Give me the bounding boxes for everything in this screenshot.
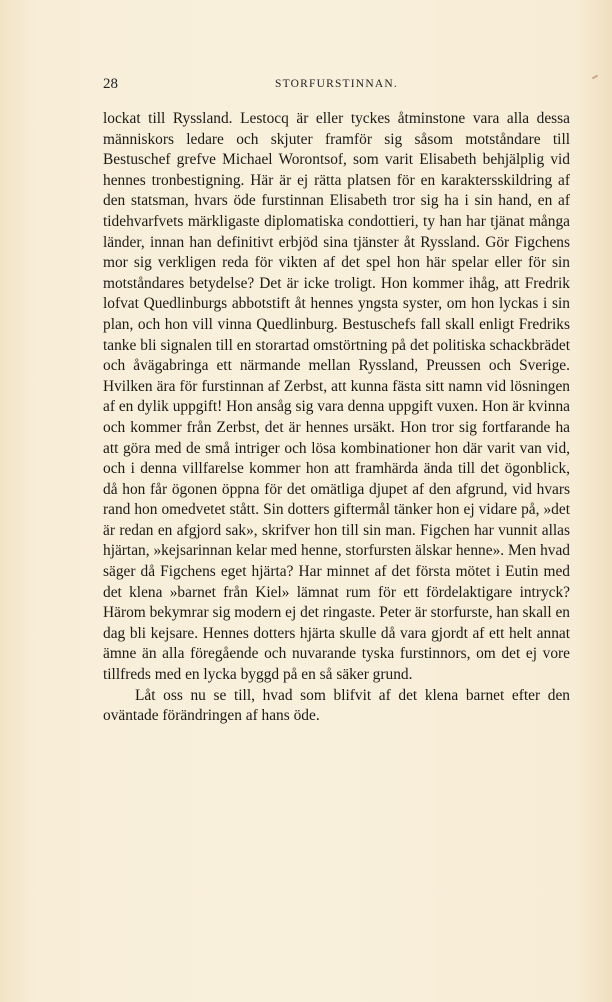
running-title: STORFURSTINNAN. [275, 78, 398, 90]
paragraph: lockat till Ryssland. Lestocq är eller tyckes åtminstone vara alla dessa människors ledare och skjuter framför sig såsom motståndare till Bestuschef grefve Michael Worontsof, som varit Elisabeth behjälplig vid hennes tronbestigning. Här är ej rätta platsen för en karaktersskildring af den statsman, hvars öde furstinnan Elisabeth tror sig ha i sin hand, en af tidehvarfvets märkligaste diplomatiska condottieri, ty han har tjänat många länder, innan han definitivt erbjöd sina tjänster åt Ryssland. Gör Figchens mor sig verkligen reda för vikten af det spel hon här spelar eller för sin motståndares betydelse? Det är icke troligt. Hon kommer ihåg, att Fredrik lofvat Quedlinburgs abbotstift åt hennes yngsta syster, om hon lyckas i sin plan, och hon vill vinna Quedlinburg. Bestuschefs fall skall enligt Fredriks tanke bli signalen till en storartad omstörtning på det politiska schackbrädet och åvägabringa ett närmande mellan Ryssland, Preussen och Sverige. Hvilken ära för furstinnan af Zerbst, att kunna fästa sitt namn vid lösningen af en dylik uppgift! Hon ansåg sig vara denna uppgift vuxen. Hon är kvinna och kommer från Zerbst, det är hennes ursäkt. Hon tror sig fortfarande ha att göra med de små intriger och lösa kombinationer hon där varit van vid, och i denna villfarelse kommer hon att framhärda ända till det ögonblick, då hon får ögonen öppna för det omätliga djupet af den afgrund, vid hvars rand hon omedvetet stått. Sin dotters giftermål tänker hon ej vidare på, »det är redan en afgjord sak», skrifver hon till sin man. Figchen har vunnit allas hjärtan, »kejsarinnan kelar med henne, storfursten älskar henne». Men hvad säger då Figchens eget hjärta? Har minnet af det första mötet i Eutin med det klena »barnet från Kiel» lämnat rum för ett fördelaktigare intryck? Härom bekymrar sig modern ej det ringaste. Peter är storfurste, han skall en dag bli kejsare. Hennes dotters hjärta skulle då vara gjordt af ett helt annat ämne än alla föregående och nuvarande tyska furstinnors, om det ej vore tillfreds med en lycka byggd på en så säker grund. [103, 110, 570, 684]
paper-mark [592, 75, 598, 80]
body-text [103, 109, 570, 727]
page-number: 28 [103, 76, 118, 92]
page-header [103, 76, 571, 96]
paragraph: Låt oss nu se till, hvad som blifvit af det klena barnet efter den oväntade förändringen af hans öde. [103, 686, 570, 725]
